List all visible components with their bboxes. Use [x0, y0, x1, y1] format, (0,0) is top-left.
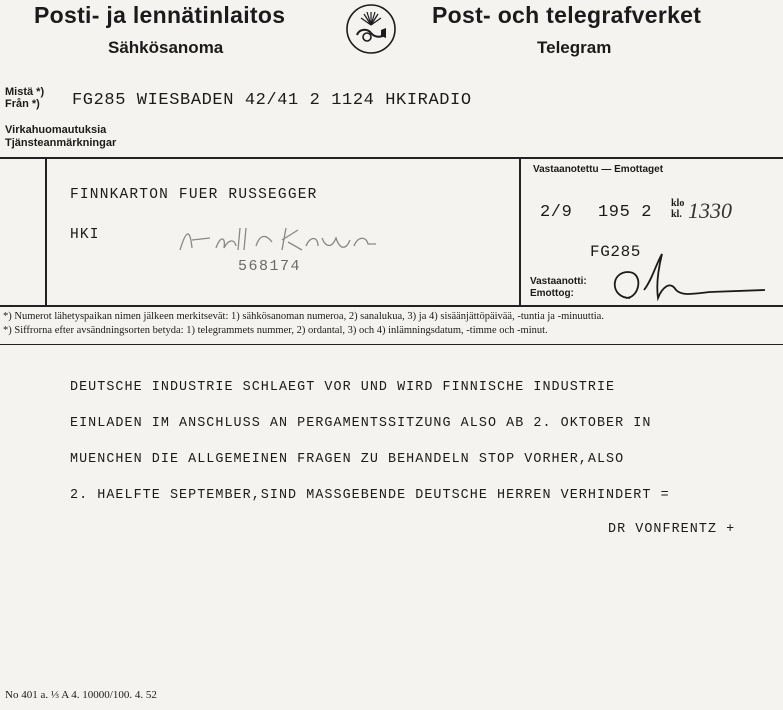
- service-remarks-label-sv: Tjänsteanmärkningar: [5, 137, 117, 149]
- address-stamp-number: 568174: [238, 258, 302, 275]
- received-klo-label: klo: [671, 198, 685, 209]
- message-line-1: DEUTSCHE INDUSTRIE SCHLAEGT VOR UND WIRD FINNISCHE INDUSTRIE: [70, 380, 616, 395]
- header-left-subtitle: Sähkösanoma: [108, 38, 224, 57]
- handwritten-annotation: [176, 220, 386, 260]
- header-left-title: Posti- ja lennätinlaitos: [34, 2, 286, 28]
- service-remarks-label-fi: Virkahuomautuksia: [5, 124, 107, 136]
- header-right-subtitle: Telegram: [537, 38, 612, 57]
- form-top-rule: [0, 157, 783, 159]
- received-kl-label: kl.: [671, 209, 682, 220]
- address-left-rule: [45, 157, 47, 305]
- receiver-label-fi: Vastaanotti:: [530, 276, 587, 287]
- message-line-2: EINLADEN IM ANSCHLUSS AN PERGAMENTSSITZUNG ALSO AB 2. OKTOBER IN: [70, 416, 652, 431]
- received-year: 195 2: [598, 203, 653, 222]
- message-signature: DR VONFRENTZ +: [608, 522, 736, 537]
- origin-label-sv: Från *): [5, 98, 40, 110]
- receiver-signature: [600, 250, 775, 308]
- received-station: FG285: [590, 243, 642, 261]
- form-number: No 401 a. ⅓ A 4. 10000/100. 4. 52: [5, 689, 157, 701]
- post-horn-emblem-icon: [345, 3, 397, 55]
- received-date: 2/9: [540, 203, 573, 222]
- origin-label-fi: Mistä *): [5, 86, 45, 98]
- header-right-title: Post- och telegrafverket: [432, 2, 702, 28]
- address-right-rule: [519, 157, 521, 305]
- origin-value: FG285 WIESBADEN 42/41 2 1124 HKIRADIO: [72, 91, 472, 110]
- receiver-label-sv: Emottog:: [530, 288, 574, 299]
- received-header: Vastaanotettu — Emottaget: [533, 164, 664, 175]
- address-line-2: HKI: [70, 227, 100, 243]
- footnote-sv: *) Siffrorna efter avsändningsorten betyda: 1) telegrammets nummer, 2) ordantal, 3) och 4) inlämningsdatum, -timme och -minut.: [3, 325, 548, 336]
- footnote-bottom-rule: [0, 344, 783, 345]
- address-line-1: FINNKARTON FUER RUSSEGGER: [70, 187, 318, 203]
- footnote-fi: *) Numerot lähetyspaikan nimen jälkeen merkitsevät: 1) sähkösanoman numeroa, 2) sanalukua, 3) ja 4) sisäänjättöpäivää, -tuntia ja -minuuttia.: [3, 311, 604, 322]
- message-line-4: 2. HAELFTE SEPTEMBER,SIND MASSGEBENDE DEUTSCHE HERREN VERHINDERT =: [70, 488, 670, 503]
- received-time: 1330: [688, 198, 732, 223]
- message-line-3: MUENCHEN DIE ALLGEMEINEN FRAGEN ZU BEHANDELN STOP VORHER,ALSO: [70, 452, 625, 467]
